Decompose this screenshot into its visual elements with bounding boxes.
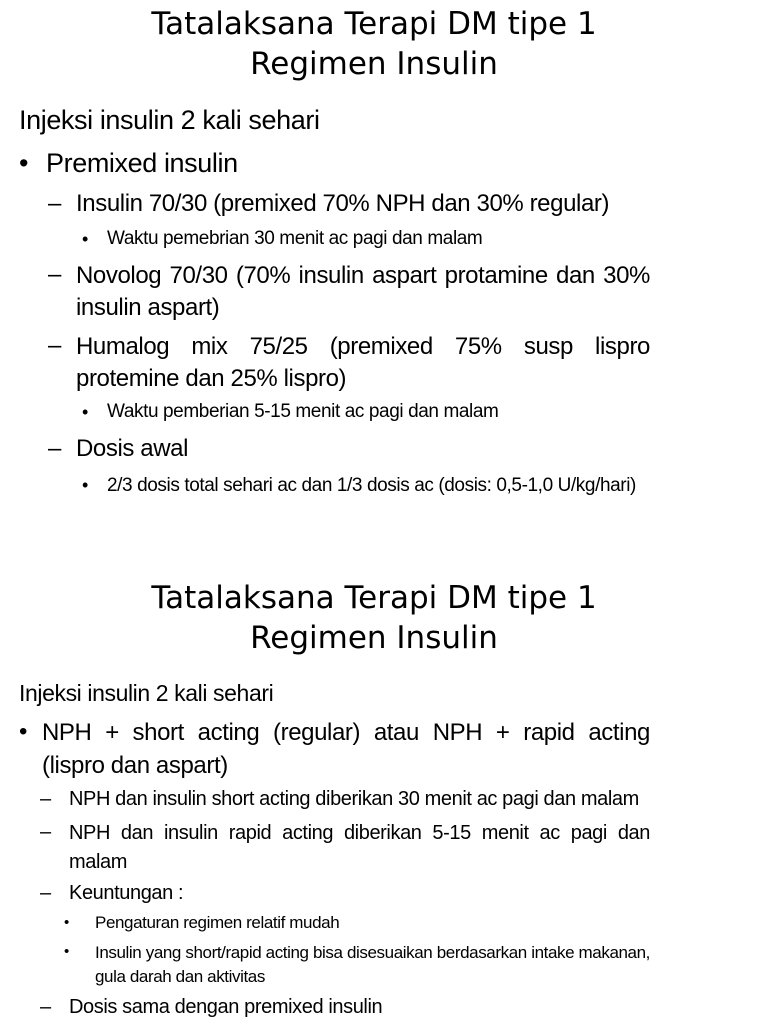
slide-title: [0, 4, 748, 84]
intro-text: Injeksi insulin 2 kali sehari: [19, 105, 320, 135]
sub-sub-item-waktu-2: Waktu pemberian 5-15 menit ac pagi dan malam: [107, 401, 499, 422]
title-line-2: Regimen Insulin: [250, 620, 498, 656]
slide-2: [0, 574, 768, 1024]
bullet-dot-icon: •: [82, 402, 89, 422]
sub-item-insulin-7030: Insulin 70/30 (premixed 70% NPH dan 30% regular): [76, 190, 610, 217]
sub-item-novolog: Novolog 70/30 (70% insulin aspart protamine dan 30% insulin aspart): [76, 262, 650, 321]
title-line-1: Tatalaksana Terapi DM tipe 1: [151, 6, 597, 42]
dash-icon: –: [40, 882, 52, 904]
dash-icon: –: [48, 332, 62, 359]
sub-item-humalog: Humalog mix 75/25 (premixed 75% susp lispro protemine dan 25% lispro): [76, 333, 650, 392]
bullet-premixed: Premixed insulin: [46, 148, 238, 178]
sub-sub-item-waktu: Waktu pemebrian 30 menit ac pagi dan malam: [107, 228, 483, 249]
sub-sub-item-insulin-short-rapid: Insulin yang short/rapid acting bisa disesuaikan berdasarkan intake makanan, gula darah dan aktivitas: [95, 943, 650, 986]
title-line-2: Regimen Insulin: [250, 46, 498, 82]
dash-icon: –: [48, 435, 62, 462]
sub-item-keuntungan: Keuntungan :: [69, 882, 184, 904]
sub-item-rapid-acting: NPH dan insulin rapid acting diberikan 5-15 menit ac pagi dan malam: [69, 822, 650, 873]
dash-icon: –: [48, 190, 62, 217]
sub-item-short-acting: NPH dan insulin short acting diberikan 30 menit ac pagi dan malam: [69, 788, 639, 810]
bullet-dot-icon: •: [19, 148, 29, 178]
sub-item-dosis-sama: Dosis sama dengan premixed insulin: [69, 996, 383, 1018]
title-line-1: Tatalaksana Terapi DM tipe 1: [151, 580, 597, 616]
dash-icon: –: [40, 788, 52, 810]
sub-item-dosis-awal: Dosis awal: [76, 435, 189, 462]
sub-sub-item-dosis: 2/3 dosis total sehari ac dan 1/3 dosis ac (dosis: 0,5-1,0 U/kg/hari): [107, 475, 636, 496]
intro-text: Injeksi insulin 2 kali sehari: [19, 680, 274, 706]
slide-title: [0, 578, 748, 658]
bullet-nph: NPH + short acting (regular) atau NPH + rapid acting (lispro dan aspart): [42, 719, 650, 779]
dash-icon: –: [40, 821, 52, 843]
dash-icon: –: [48, 261, 62, 288]
bullet-dot-icon: •: [82, 475, 89, 495]
sub-sub-item-pengaturan: Pengaturan regimen relatif mudah: [95, 913, 340, 932]
dash-icon: –: [40, 996, 52, 1018]
bullet-dot-icon: •: [64, 943, 70, 960]
bullet-dot-icon: •: [82, 229, 89, 249]
bullet-dot-icon: •: [19, 718, 28, 745]
bullet-dot-icon: •: [64, 914, 70, 931]
